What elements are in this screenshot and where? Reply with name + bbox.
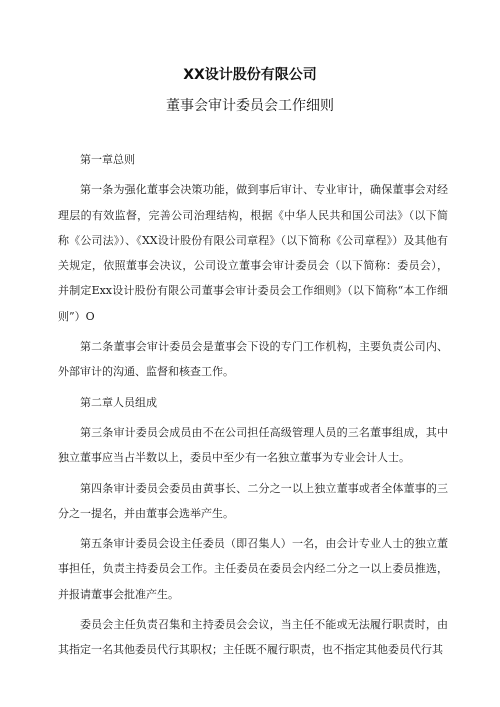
document-body: [58, 147, 448, 663]
article-paragraph: 第五条审计委员会设主任委员（即召集人）一名，由会计专业人士的独立董事担任，负责主持委员会工作。主任委员在委员会内经二分之一以上委员推选，并报请董事会批准产生。: [58, 537, 448, 601]
article-paragraph: 第三条审计委员会成员由不在公司担任高级管理人员的三名董事组成，其中独立董事应当占半数以上，委员中至少有一名独立董事为专业会计人士。: [58, 425, 448, 465]
article-paragraph: 第一条为强化董事会决策功能，做到事后审计、专业审计，确保董事会对经理层的有效监督，完善公司治理结构，根据《中华人民共和国公司法》（以下简称《公司法》）、《XX设计股份有限公司章程》（以下简称《公司章程》）及其他有关规定，依照董事会决议，公司设立董事会审计委员会（以下简称：委员会），并制定Exx设计股份有限公司董事会审计委员会工作细则》（以下简称“本工作细则”）O: [58, 183, 448, 323]
chapter-heading: 第二章人员组成: [80, 395, 157, 409]
article-paragraph: 第四条审计委员会委员由黄事长、二分之一以上独立董事或者全体董事的三分之一提名，并由董事会选举产生。: [58, 481, 448, 520]
article-paragraph: 委员会主任负责召集和主持委员会会议，当主任不能或无法履行职责时，由其指定一名其他委员代行其职权；主任既不履行职责，也不指定其他委员代行其: [58, 618, 448, 657]
document-title: 董事会审计委员会工作细则: [166, 98, 334, 114]
article-paragraph: 第二条董事会审计委员会是董事会下设的专门工作机构，主要负责公司内、外部审计的沟通、监督和核查工作。: [58, 340, 448, 379]
company-title: XX设计股份有限公司: [183, 67, 317, 83]
chapter-heading: 第一章总则: [80, 153, 135, 166]
